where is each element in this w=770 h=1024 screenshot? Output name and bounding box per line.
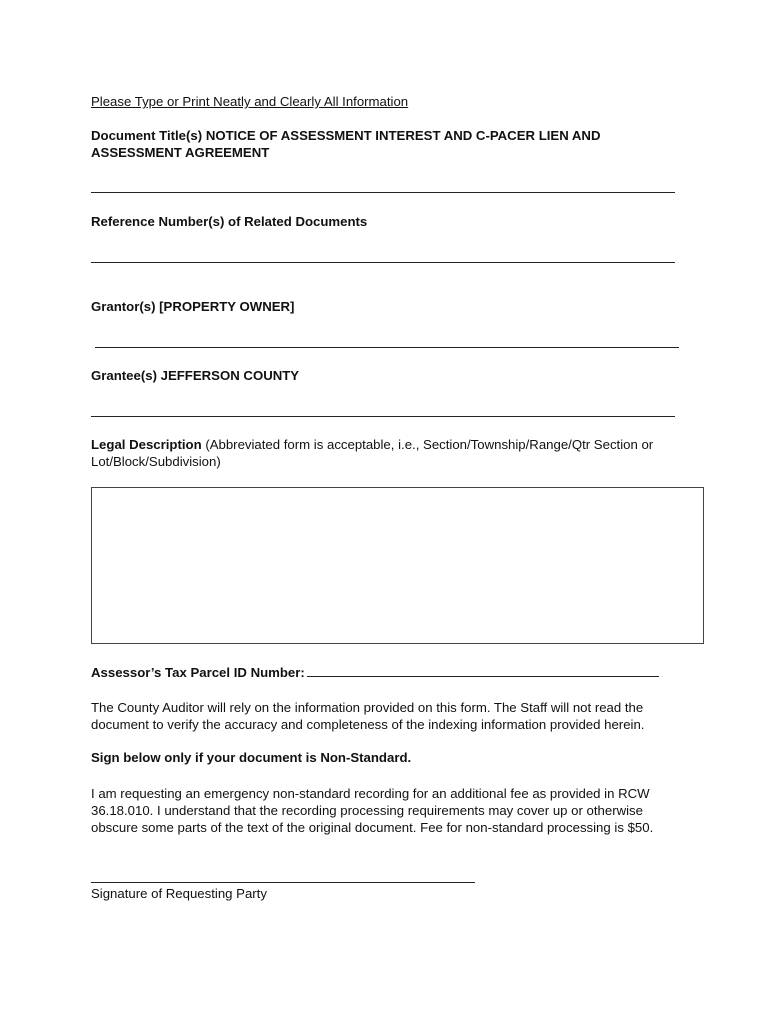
nonstandard-heading: Sign below only if your document is Non-Standard. [91, 750, 412, 765]
document-title-line[interactable] [91, 192, 675, 193]
parcel-id-field [91, 664, 711, 681]
grantor-label: Grantor(s) [PROPERTY OWNER] [91, 299, 295, 314]
nonstandard-request-text: I am requesting an emergency non-standard recording for an additional fee as provided in RCW 36.18.010. I understand that the recording processing requirements may cover up or otherwise obscure some parts of the text of the original document. Fee for non-standard processing is $50. [91, 786, 654, 835]
auditor-notice: The County Auditor will rely on the information provided on this form. The Staff will not read the document to verify the accuracy and completeness of the indexing information provided herein. [91, 700, 645, 732]
legal-description-note: (Abbreviated form is acceptable, i.e., Section/Township/Range/Qtr Section or Lot/Block/Subdivision) [91, 437, 654, 469]
legal-description-heading [91, 436, 676, 470]
grantee-label: Grantee(s) JEFFERSON COUNTY [91, 368, 300, 383]
signature-line[interactable] [91, 882, 475, 883]
parcel-id-label: Assessor’s Tax Parcel ID Number: [91, 665, 305, 680]
legal-description-box[interactable] [91, 487, 704, 644]
signature-label: Signature of Requesting Party [91, 886, 267, 901]
document-title-field [91, 127, 651, 161]
reference-numbers-line[interactable] [91, 262, 675, 263]
instruction-text: Please Type or Print Neatly and Clearly All Information [91, 94, 409, 109]
reference-numbers-label: Reference Number(s) of Related Documents [91, 214, 368, 229]
parcel-id-line[interactable] [307, 664, 659, 677]
grantor-line[interactable] [95, 347, 679, 348]
legal-description-label: Legal Description [91, 437, 202, 452]
document-title-value: NOTICE OF ASSESSMENT INTEREST AND C-PACER LIEN AND ASSESSMENT AGREEMENT [91, 128, 601, 160]
grantee-line[interactable] [91, 416, 675, 417]
document-title-label: Document Title(s) [91, 128, 203, 143]
